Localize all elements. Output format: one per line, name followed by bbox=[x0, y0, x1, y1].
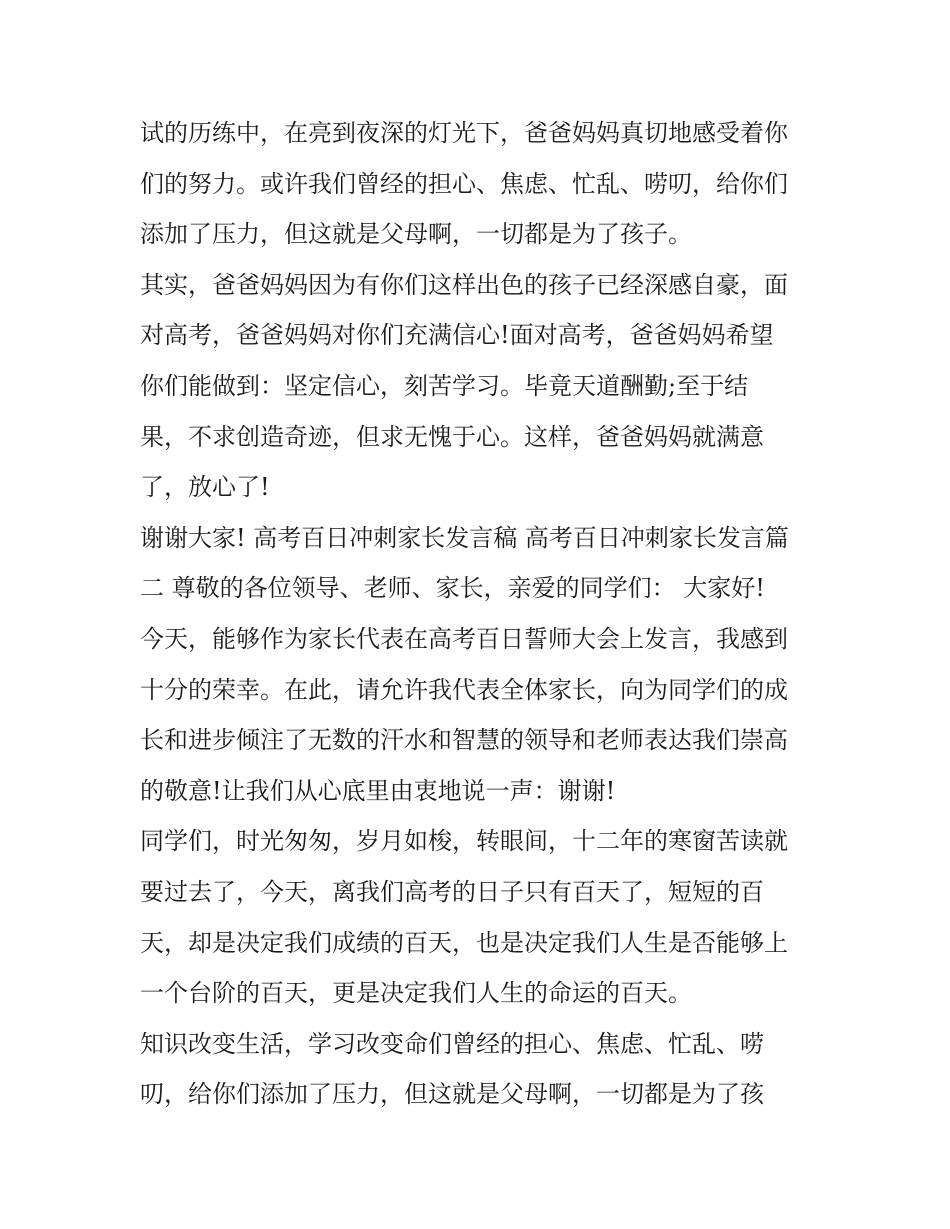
text-line: 今天，能够作为家长代表在高考百日誓师大会上发言，我感到 bbox=[140, 624, 788, 653]
text-line: 长和进步倾注了无数的汗水和智慧的领导和老师表达我们崇高 bbox=[140, 726, 788, 755]
text-line: 你们能做到：坚定信心，刻苦学习。毕竟天道酬勤;至于结 bbox=[140, 371, 749, 400]
text-line: 知识改变生活，学习改变命们曾经的担心、焦虑、忙乱、唠 bbox=[140, 1029, 764, 1058]
text-line: 二 尊敬的各位领导、老师、家长，亲爱的同学们： 大家好! bbox=[140, 574, 765, 603]
text-line: 一个台阶的百天，更是决定我们人生的命运的百天。 bbox=[140, 979, 692, 1008]
document-body bbox=[140, 108, 820, 1120]
text-line: 试的历练中，在亮到夜深的灯光下，爸爸妈妈真切地感受着你 bbox=[140, 119, 788, 147]
text-line: 十分的荣幸。在此，请允许我代表全体家长，向为同学们的成 bbox=[140, 675, 788, 704]
text-line: 天，却是决定我们成绩的百天，也是决定我们人生是否能够上 bbox=[140, 928, 788, 957]
text-line: 对高考，爸爸妈妈对你们充满信心!面对高考，爸爸妈妈希望 bbox=[140, 321, 774, 350]
text-line: 添加了压力，但这就是父母啊，一切都是为了孩子。 bbox=[140, 220, 692, 249]
text-line: 要过去了，今天，离我们高考的日子只有百天了，短短的百 bbox=[140, 877, 764, 906]
text-line: 了，放心了! bbox=[140, 473, 270, 502]
text-line: 果，不求创造奇迹，但求无愧于心。这样，爸爸妈妈就满意 bbox=[140, 422, 764, 451]
text-line: 们的努力。或许我们曾经的担心、焦虑、忙乱、唠叨，给你们 bbox=[140, 169, 788, 198]
text-line: 叨，给你们添加了压力，但这就是父母啊，一切都是为了孩 bbox=[140, 1080, 764, 1109]
text-line: 谢谢大家! 高考百日冲刺家长发言稿 高考百日冲刺家长发言篇 bbox=[140, 523, 789, 552]
text-line: 其实，爸爸妈妈因为有你们这样出色的孩子已经深感自豪，面 bbox=[140, 270, 788, 299]
text-line: 的敬意!让我们从心底里由衷地说一声：谢谢! bbox=[140, 776, 616, 805]
text-line: 同学们，时光匆匆，岁月如梭，转眼间，十二年的寒窗苦读就 bbox=[140, 827, 788, 856]
